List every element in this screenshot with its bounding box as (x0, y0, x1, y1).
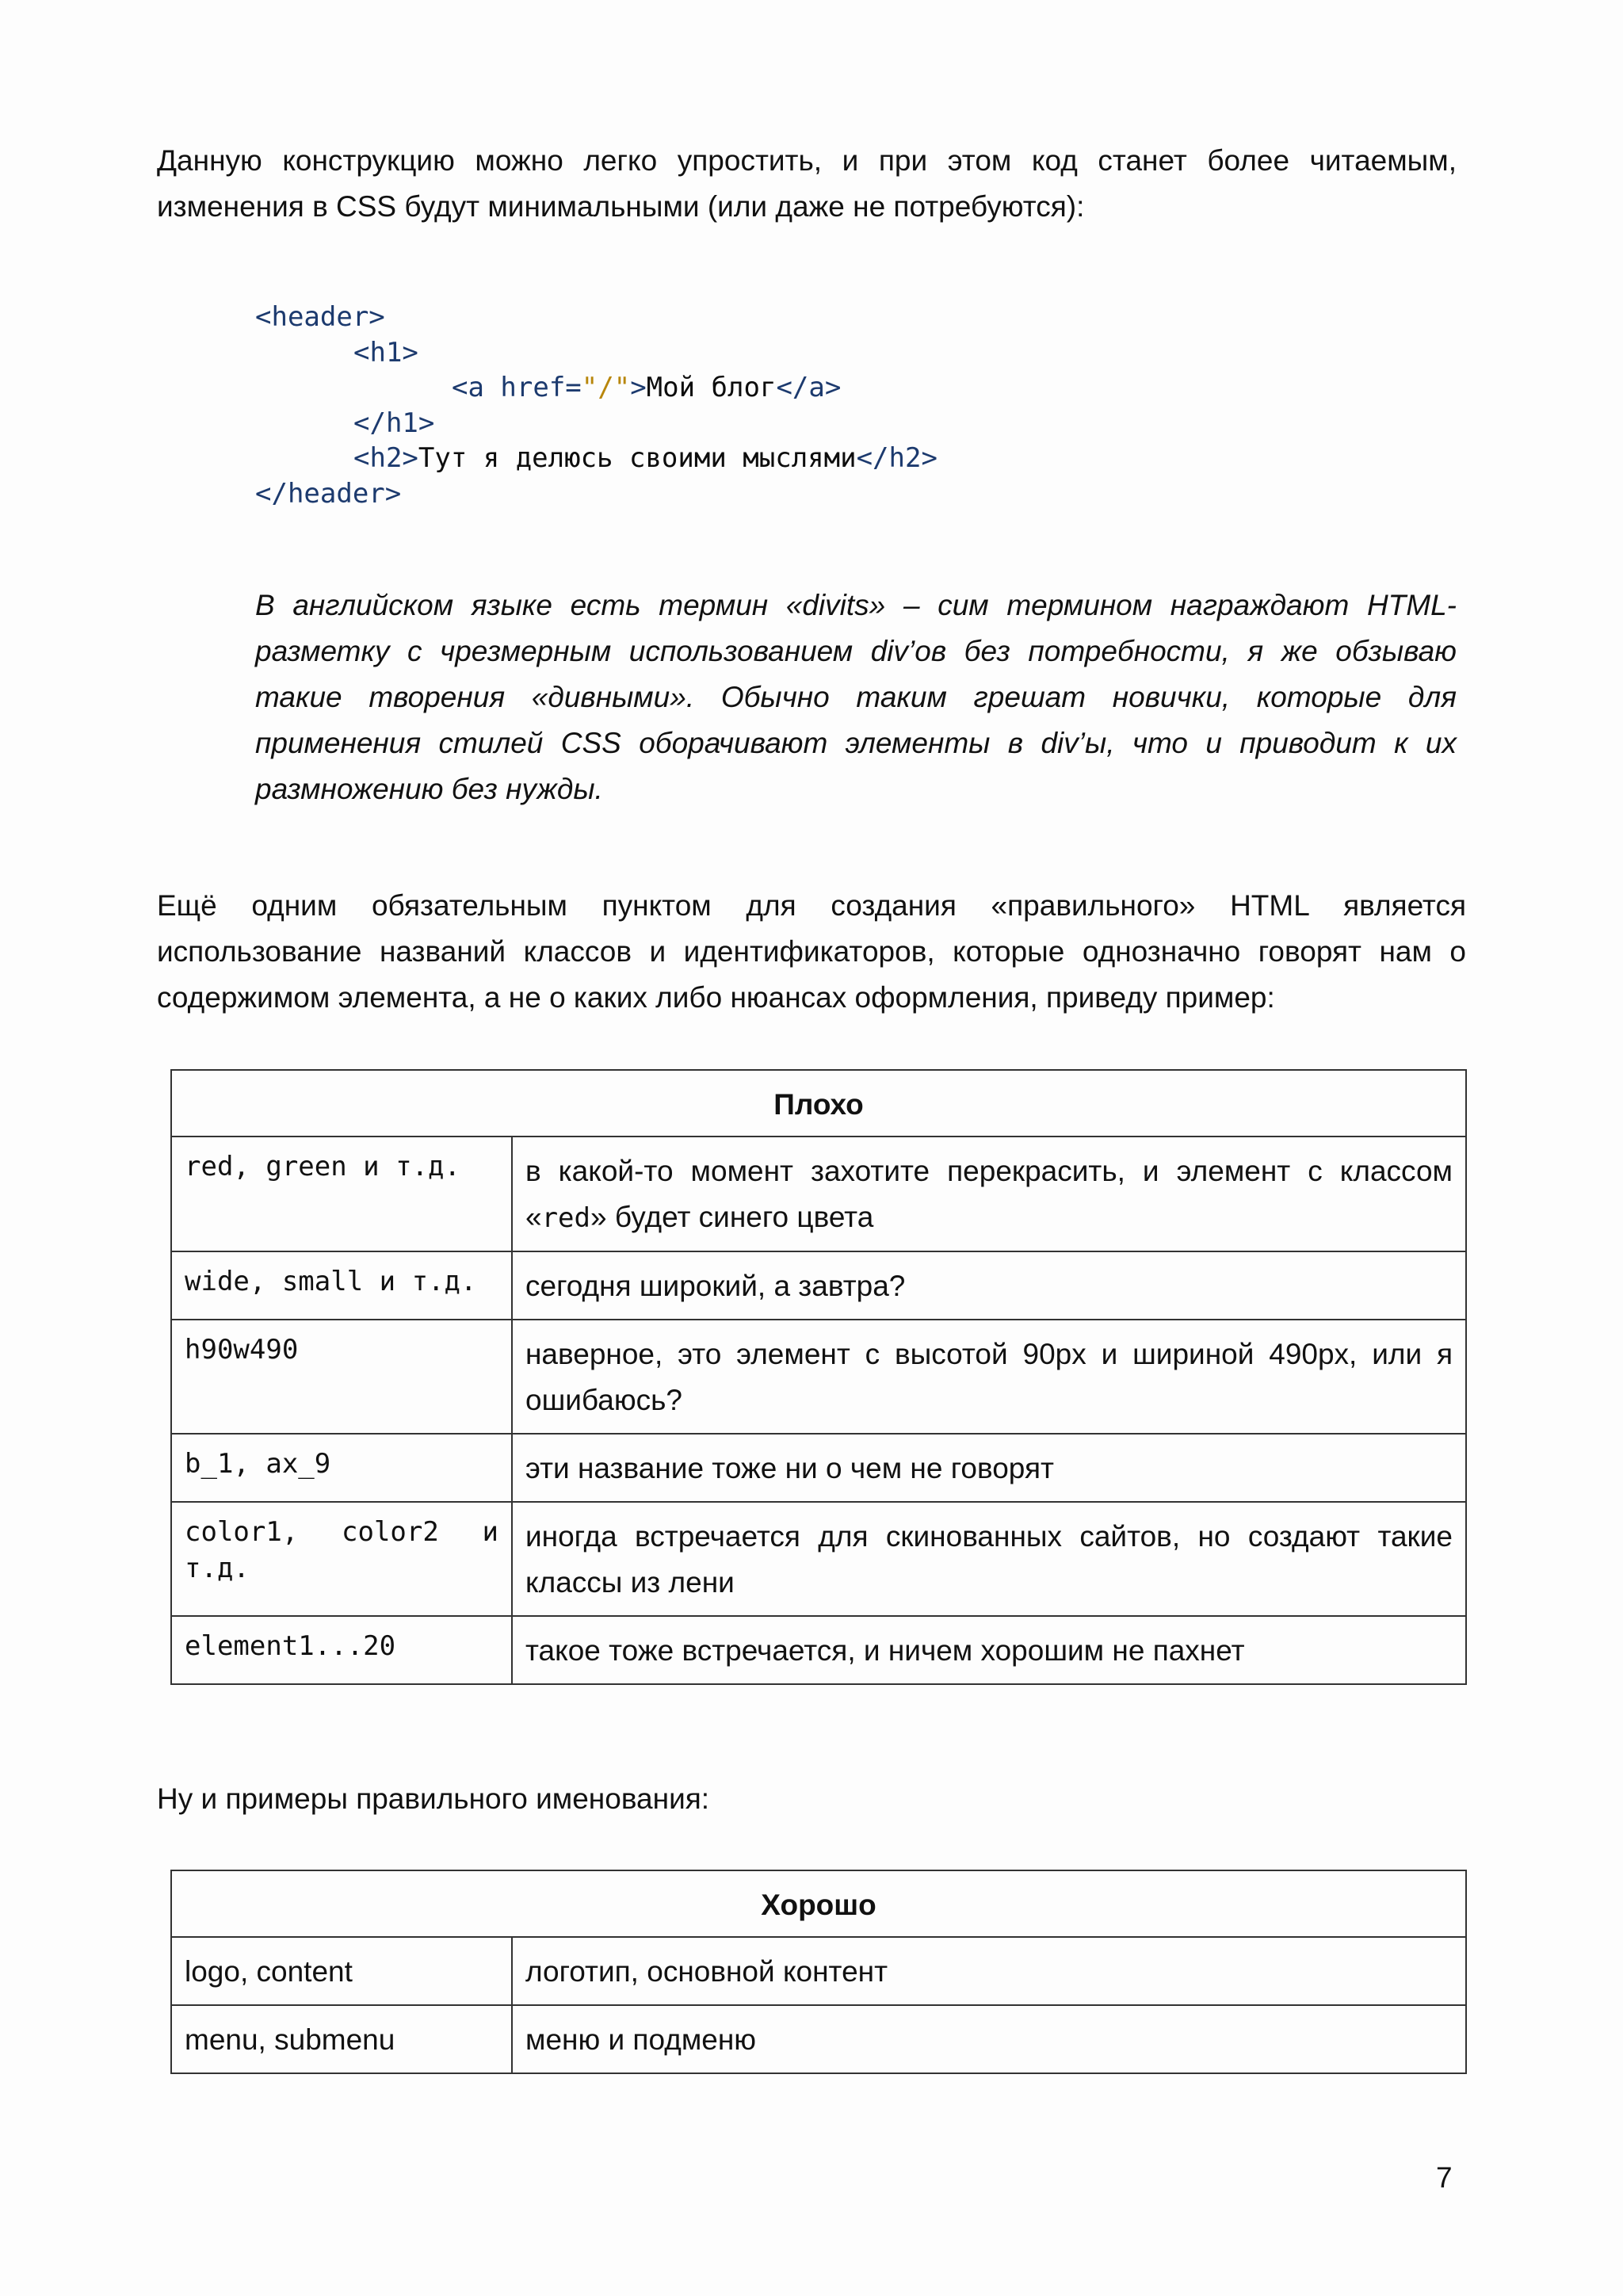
class-name-cell: element1...20 (171, 1616, 512, 1684)
description-cell: логотип, основной контент (512, 1937, 1466, 2005)
class-name-cell: b_1, ax_9 (171, 1434, 512, 1502)
intro-paragraph: Данную конструкцию можно легко упростить, и при этом код станет более читаемым, изменения в CSS будут минимальными (или даже не потребуются): (157, 144, 1457, 223)
code-line-header-open: <header> (255, 301, 385, 333)
page-number: 7 (1436, 2161, 1453, 2194)
description-cell: наверное, это элемент с высотой 90px и шириной 490px, или я ошибаюсь? (512, 1320, 1466, 1434)
bad-naming-table (170, 1069, 1467, 1685)
good-naming-table (170, 1870, 1467, 2074)
class-name-cell: wide, small и т.д. (171, 1251, 512, 1320)
code-line-anchor: <a href="/">Мой блог</a> (452, 372, 842, 404)
good-intro-paragraph: Ну и примеры правильного именования: (157, 1782, 710, 1815)
table-row (171, 1937, 1466, 2005)
divits-note: В английском языке есть термин «divits» – сим термином награждают HTML-разметку с чрезмерным использованием div’ов без потребности, я же обзываю такие творения «дивными». Обычно таким грешат новички, которые для применения стилей CSS оборачивают элементы в div’ы, что и приводит к их размножению без нужды. (255, 589, 1457, 805)
table-row (171, 1320, 1466, 1434)
table-row (171, 1502, 1466, 1616)
table-row (171, 1616, 1466, 1684)
table-header-row (171, 1870, 1466, 1937)
table-header-row (171, 1070, 1466, 1137)
class-name-cell: menu, submenu (171, 2005, 512, 2073)
code-line-h1-open: <h1> (353, 336, 418, 369)
table-row (171, 1137, 1466, 1251)
class-name-cell: color1, color2 и т.д. (171, 1502, 512, 1616)
description-cell: в какой-то момент захотите перекрасить, и элемент с классом «red» будет синего цвета (512, 1137, 1466, 1251)
description-cell: эти название тоже ни о чем не говорят (512, 1434, 1466, 1502)
class-name-cell: logo, content (171, 1937, 512, 2005)
bad-table-header: Плохо (171, 1070, 1466, 1137)
description-cell: сегодня широкий, а завтра? (512, 1251, 1466, 1320)
class-name-cell: h90w490 (171, 1320, 512, 1434)
naming-paragraph: Ещё одним обязательным пунктом для создания «правильного» HTML является использование названий классов и идентификаторов, которые однозначно говорят нам о содержимом элемента, а не о каких либо нюансах оформления, приведу пример: (157, 889, 1466, 1014)
code-line-header-close: </header> (255, 477, 402, 510)
class-name-cell: red, green и т.д. (171, 1137, 512, 1251)
table-row (171, 1434, 1466, 1502)
good-table-header: Хорошо (171, 1870, 1466, 1937)
code-line-h1-close: </h1> (353, 407, 435, 439)
table-row (171, 2005, 1466, 2073)
description-cell: меню и подменю (512, 2005, 1466, 2073)
code-example (255, 300, 938, 512)
table-row (171, 1251, 1466, 1320)
description-cell: такое тоже встречается, и ничем хорошим не пахнет (512, 1616, 1466, 1684)
description-cell: иногда встречается для скинованных сайтов, но создают такие классы из лени (512, 1502, 1466, 1616)
code-line-h2: <h2>Тут я делюсь своими мыслями</h2> (353, 442, 938, 475)
